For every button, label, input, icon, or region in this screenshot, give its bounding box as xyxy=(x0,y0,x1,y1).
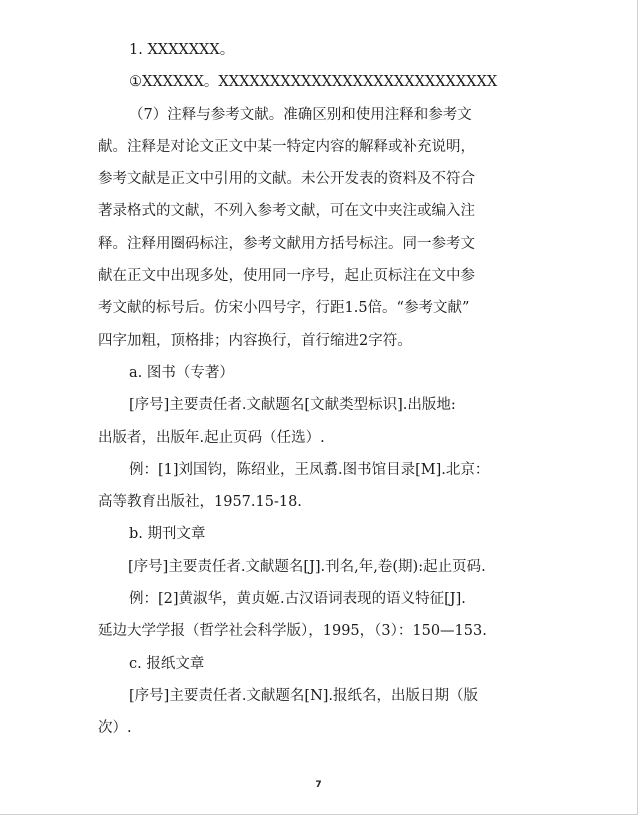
text-line: 释。注释用圈码标注，参考文献用方括号标注。同一参考文 xyxy=(98,235,475,252)
page-number: 7 xyxy=(315,780,322,790)
page-body xyxy=(98,34,548,745)
text-line: 例：[2]黄淑华，黄贞姬.古汉语词表现的语义特征[J]. xyxy=(129,591,466,608)
text-line: 例：[1]刘国钧，陈绍业，王凤翥.图书馆目录[M].北京： xyxy=(129,461,490,478)
text-line: [序号]主要责任者.文献题名[文献类型标识].出版地: xyxy=(129,397,456,414)
text-line: [序号]主要责任者.文献题名[N].报纸名，出版日期（版 xyxy=(129,687,479,704)
text-line: 出版者，出版年.起止页码（任选）. xyxy=(98,429,325,446)
text-line: 著录格式的文献，不列入参考文献，可在文中夹注或编入注 xyxy=(98,203,475,220)
text-line: a. 图书（专著） xyxy=(129,364,234,381)
text-line: ①XXXXXX。XXXXXXXXXXXXXXXXXXXXXXXXXXX xyxy=(129,74,498,91)
text-line: （7）注释与参考文献。准确区别和使用注释和参考文 xyxy=(129,106,472,123)
text-line: 延边大学学报（哲学社会科学版），1995，（3）：150—153. xyxy=(98,623,487,640)
text-line: 四字加粗，顶格排；内容换行，首行缩进2字符。 xyxy=(98,332,412,349)
text-line: 次）. xyxy=(98,720,132,737)
text-line: 献在正文中出现多处，使用同一序号，起止页标注在文中参 xyxy=(98,268,475,285)
text-line: b. 期刊文章 xyxy=(129,526,206,543)
text-line: 高等教育出版社，1957.15-18. xyxy=(98,494,302,511)
text-line: c. 报纸文章 xyxy=(129,655,205,672)
text-line: 1. XXXXXXX。 xyxy=(129,42,235,58)
text-line: 献。注释是对论文正文中某一特定内容的解释或补充说明， xyxy=(98,138,475,155)
text-line: 考文献的标号后。仿宋小四号字，行距1.5倍。“参考文献” xyxy=(98,300,470,317)
text-line: 参考文献是正文中引用的文献。未公开发表的资料及不符合 xyxy=(98,171,475,188)
text-line: [序号]主要责任者.文献题名[J].刊名,年,卷(期):起止页码. xyxy=(128,558,486,575)
